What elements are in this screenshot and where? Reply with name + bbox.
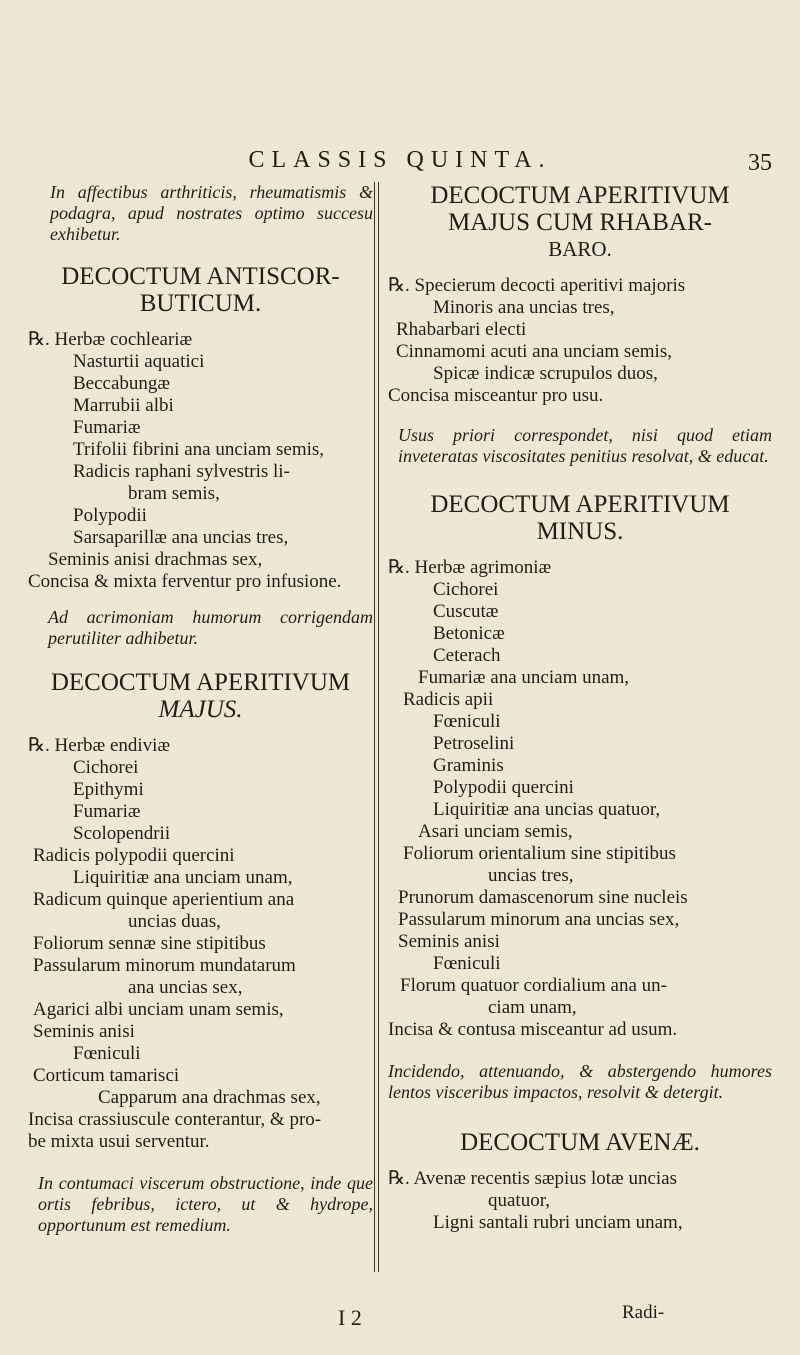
catchword: Radi-	[622, 1302, 665, 1323]
usage-note: Usus priori correspondet, nisi quod etiam inveteratas viscositates penitius resolvat, & educat.	[398, 425, 772, 466]
recipe-line: Fumariæ	[73, 801, 141, 822]
recipe-avenae	[388, 1168, 772, 1234]
recipe-line: Concisa & mixta ferventur pro infusione.	[28, 571, 342, 592]
recipe-line: Seminis anisi	[33, 1021, 135, 1042]
recipe-line: ℞. Avenæ recentis sæpius lotæ uncias	[388, 1168, 677, 1189]
recipe-line: Foliorum sennæ sine stipitibus	[33, 933, 266, 954]
recipe-line: Fumariæ ana unciam unam,	[418, 667, 630, 688]
recipe-line: Scolopendrii	[73, 823, 171, 844]
recipe-line: Epithymi	[73, 779, 144, 800]
right-column	[388, 182, 772, 1234]
recipe-title: DECOCTUM AVENÆ.	[460, 1129, 700, 1156]
title-line: DECOCTUM ANTISCOR-	[61, 263, 340, 290]
usage-note: Ad acrimoniam humorum corrigendam perutiliter adhibetur.	[48, 607, 373, 648]
left-column	[28, 182, 373, 1236]
recipe-line: Passularum minorum mundatarum	[33, 955, 296, 976]
recipe-line: Polypodii	[73, 505, 147, 526]
recipe-line: ℞. Herbæ agrimoniæ	[388, 557, 552, 578]
recipe-line: Spicæ indicæ scrupulos duos,	[433, 363, 658, 384]
recipe-line: Polypodii quercini	[433, 777, 574, 798]
recipe-line: Trifolii fibrini ana unciam semis,	[73, 439, 325, 460]
recipe-line: ℞. Herbæ cochleariæ	[28, 329, 193, 350]
recipe-line: Rhabarbari electi	[396, 319, 527, 340]
intro-note: In affectibus arthriticis, rheumatismis & podagra, apud nostrates optimo succesu exhibetur.	[50, 182, 373, 244]
recipe-line: Concisa misceantur pro usu.	[388, 385, 604, 406]
recipe-line: Betonicæ	[433, 623, 505, 644]
recipe-aperitivum-rhabarbaro	[388, 275, 772, 407]
recipe-line: Radicis raphani sylvestris li-	[73, 461, 290, 482]
recipe-title	[28, 669, 373, 723]
recipe-line: Incisa crassiuscule conterantur, & pro-	[28, 1109, 322, 1130]
recipe-line: Seminis anisi	[398, 931, 500, 952]
recipe-aperitivum-minus	[388, 557, 772, 1041]
recipe-line: Minoris ana uncias tres,	[433, 297, 615, 318]
title-line: DECOCTUM APERITIVUM	[50, 669, 351, 696]
recipe-line: Cichorei	[73, 757, 139, 778]
recipe-line: Radicis polypodii quercini	[33, 845, 235, 866]
recipe-line: Capparum ana drachmas sex,	[98, 1087, 321, 1108]
recipe-line: quatuor,	[488, 1190, 551, 1211]
recipe-title	[28, 263, 373, 317]
running-head: CLASSIS QUINTA.	[248, 147, 552, 173]
recipe-line: Asari unciam semis,	[418, 821, 573, 842]
recipe-line: Marrubii albi	[73, 395, 174, 416]
column-divider	[378, 182, 379, 1272]
recipe-line: Incisa & contusa misceantur ad usum.	[388, 1019, 678, 1040]
recipe-line: Fœniculi	[433, 711, 501, 732]
recipe-line: Seminis anisi drachmas sex,	[48, 549, 263, 570]
recipe-line: Beccabungæ	[73, 373, 171, 394]
recipe-line: Liquiritiæ ana uncias quatuor,	[433, 799, 661, 820]
recipe-line: Fumariæ	[73, 417, 141, 438]
recipe-line: Cinnamomi acuti ana unciam semis,	[396, 341, 672, 362]
signature-mark: I 2	[338, 1305, 362, 1330]
recipe-line: Liquiritiæ ana unciam unam,	[73, 867, 293, 888]
recipe-title	[388, 491, 772, 545]
recipe-line: ciam unam,	[488, 997, 577, 1018]
usage-note: Incidendo, attenuando, & abstergendo humores lentos visceribus impactos, resolvit & detergit.	[388, 1061, 772, 1102]
recipe-line: be mixta usui serventur.	[28, 1131, 210, 1152]
recipe-line: Fœniculi	[433, 953, 501, 974]
recipe-line: Fœniculi	[73, 1043, 141, 1064]
recipe-line: uncias duas,	[128, 911, 221, 932]
title-line: BUTICUM.	[139, 290, 262, 317]
recipe-line: Sarsaparillæ ana uncias tres,	[73, 527, 289, 548]
recipe-aperitivum-majus	[28, 735, 373, 1153]
title-line: BARO.	[548, 237, 612, 261]
recipe-line: Prunorum damascenorum sine nucleis	[398, 887, 688, 908]
title-line: MAJUS CUM RHABAR-	[448, 209, 712, 236]
recipe-line: Florum quatuor cordialium ana un-	[400, 975, 667, 996]
recipe-title	[388, 182, 772, 263]
recipe-line: Radicis apii	[403, 689, 494, 710]
recipe-line: Corticum tamarisci	[33, 1065, 180, 1086]
recipe-line: ℞. Herbæ endiviæ	[28, 735, 171, 756]
recipe-line: uncias tres,	[488, 865, 574, 886]
recipe-line: Ligni santali rubri unciam unam,	[433, 1212, 683, 1233]
recipe-line: Foliorum orientalium sine stipitibus	[403, 843, 676, 864]
recipe-line: ana uncias sex,	[128, 977, 243, 998]
usage-note: In contumaci viscerum obstructione, inde que ortis febribus, ictero, ut & hydrope, opportunum est remedium.	[38, 1173, 373, 1235]
recipe-line: Radicum quinque aperientium ana	[33, 889, 295, 910]
title-line: MAJUS.	[158, 696, 243, 723]
title-line: DECOCTUM APERITIVUM	[430, 182, 730, 209]
recipe-line: Petroselini	[433, 733, 515, 754]
recipe-line: ℞. Specierum decocti aperitivi majoris	[388, 275, 686, 296]
column-divider	[374, 182, 375, 1272]
recipe-line: Agarici albi unciam unam semis,	[33, 999, 284, 1020]
recipe-line: Nasturtii aquatici	[73, 351, 205, 372]
recipe-line: Passularum minorum ana uncias sex,	[398, 909, 680, 930]
recipe-line: bram semis,	[128, 483, 220, 504]
recipe-line: Ceterach	[433, 645, 501, 666]
recipe-line: Cuscutæ	[433, 601, 499, 622]
page-number: 35	[748, 150, 772, 176]
recipe-line: Graminis	[433, 755, 504, 776]
recipe-antiscorbuticum	[28, 329, 373, 593]
title-line: DECOCTUM APERITIVUM	[430, 491, 730, 518]
title-line: MINUS.	[536, 518, 624, 545]
recipe-line: Cichorei	[433, 579, 499, 600]
